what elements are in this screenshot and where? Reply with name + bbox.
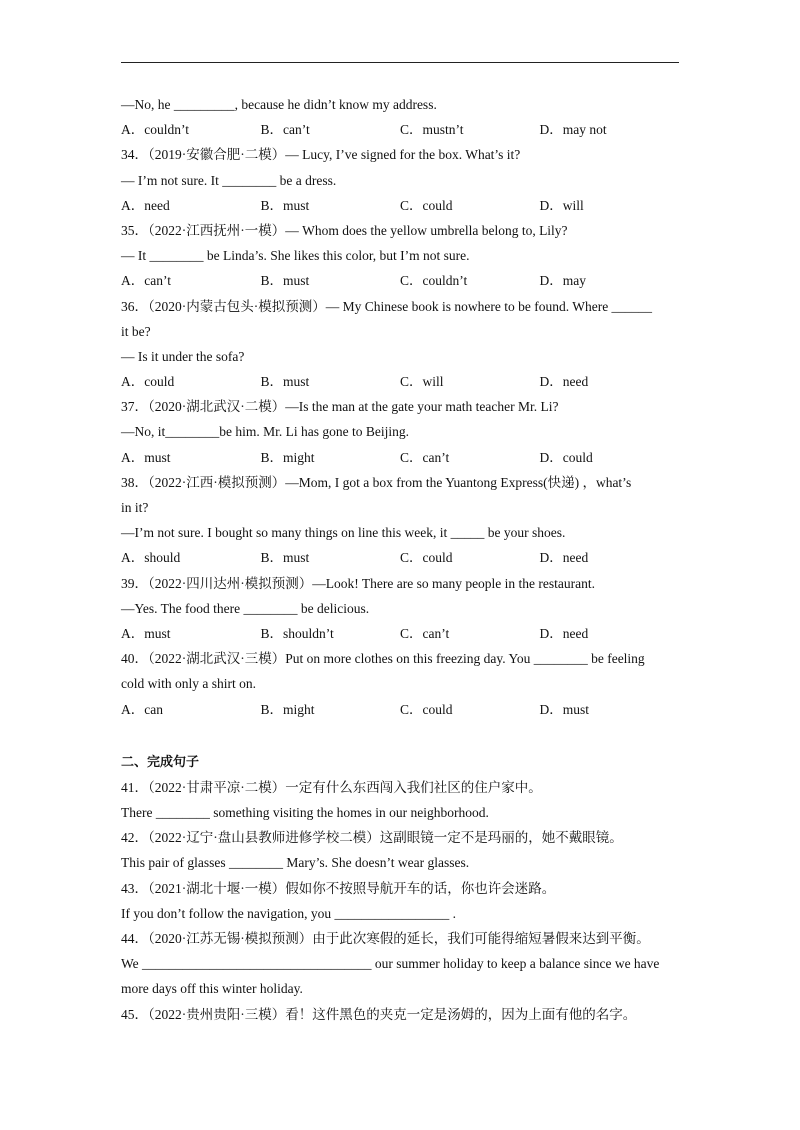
text-line: 37．（2020·湖北武汉·二模）—Is the man at the gate your math teacher Mr. Li?	[121, 399, 559, 415]
answer-options	[121, 621, 681, 646]
answer-option: D．need	[539, 550, 589, 566]
text-line: —No, he _________, because he didn’t know my address.	[121, 97, 437, 112]
answer-option: C．will	[400, 374, 444, 390]
answer-options	[121, 369, 681, 394]
answer-option: D．must	[539, 701, 590, 717]
answer-option: A．couldn’t	[121, 122, 189, 138]
answer-options	[121, 193, 681, 218]
answer-option: D．may not	[539, 122, 607, 138]
answer-option: B．might	[260, 449, 315, 465]
text-line: in it?	[121, 500, 149, 515]
text-line: We __________________________________ our summer holiday to keep a balance since we have	[121, 956, 660, 972]
answer-options	[121, 117, 681, 142]
text-line: 38．（2022·江西·模拟预测）—Mom, I got a box from the Yuantong Express(快递) ，what’s	[121, 474, 632, 490]
answer-option: B．shouldn’t	[260, 625, 334, 641]
text-line: 34．（2019·安徽合肥·二模）— Lucy, I’ve signed for the box. What’s it?	[121, 147, 521, 163]
answer-option: C．mustn’t	[400, 122, 464, 138]
answer-options	[121, 697, 681, 722]
answer-option: D．could	[539, 449, 593, 465]
answer-option: A．need	[121, 197, 170, 213]
text-line: it be?	[121, 323, 151, 339]
text-line: 35．（2022·江西抚州·一模）— Whom does the yellow umbrella belong to, Lily?	[121, 222, 568, 238]
text-line: This pair of glasses ________ Mary’s. She doesn’t wear glasses.	[121, 855, 470, 871]
answer-option: D．need	[539, 374, 589, 390]
text-line: —No, it________be him. Mr. Li has gone to Beijing.	[121, 424, 409, 440]
answer-option: D．will	[539, 197, 584, 213]
text-line: 40．（2022·湖北武汉·三模）Put on more clothes on this freezing day. You ________ be feeling	[121, 651, 645, 667]
text-line: — Is it under the sofa?	[121, 348, 245, 364]
text-line: cold with only a shirt on.	[121, 676, 256, 692]
header-rule	[121, 62, 679, 63]
answer-options	[121, 445, 681, 470]
text-line: 42．（2022·辽宁·盘山县教师进修学校二模）这副眼镜一定不是玛丽的，她不戴眼镜。	[121, 830, 623, 846]
answer-option: A．can	[121, 701, 163, 717]
text-line: If you don’t follow the navigation, you _________________ .	[121, 905, 456, 921]
answer-option: B．must	[260, 550, 310, 566]
answer-options	[121, 268, 681, 293]
answer-option: D．may	[539, 273, 586, 289]
text-line: 43．（2021·湖北十堰·一模）假如你不按照导航开车的话，你也许会迷路。	[121, 880, 556, 896]
answer-option: B．must	[260, 374, 310, 390]
text-line: 39．（2022·四川达州·模拟预测）—Look! There are so many people in the restaurant.	[121, 575, 596, 591]
section-heading: 二、完成句子	[121, 754, 200, 770]
answer-option: A．can’t	[121, 273, 171, 289]
answer-option: B．must	[260, 197, 310, 213]
text-line: more days off this winter holiday.	[121, 981, 303, 997]
answer-option: A．must	[121, 625, 171, 641]
text-line: 44．（2020·江苏无锡·模拟预测）由于此次寒假的延长，我们可能得缩短暑假来达到平衡。	[121, 931, 650, 946]
text-line: — I’m not sure. It ________ be a dress.	[121, 172, 337, 188]
answer-option: C．could	[400, 701, 453, 717]
text-line: —Yes. The food there ________ be delicious.	[121, 600, 370, 616]
text-line: 36．（2020·内蒙古包头·模拟预测）— My Chinese book is nowhere to be found. Where ______	[121, 298, 653, 314]
answer-option: A．must	[121, 449, 171, 465]
answer-options	[121, 545, 681, 570]
worksheet-content	[121, 92, 681, 1027]
answer-option: D．need	[539, 625, 589, 641]
answer-option: C．can’t	[400, 625, 450, 641]
answer-option: C．couldn’t	[400, 273, 468, 289]
answer-option: C．can’t	[400, 449, 450, 465]
text-line: There ________ something visiting the homes in our neighborhood.	[121, 805, 489, 821]
answer-option: B．can’t	[260, 122, 310, 138]
answer-option: C．could	[400, 550, 453, 566]
text-line: 45．（2022·贵州贵阳·三模）看！这件黑色的夹克一定是汤姆的，因为上面有他的名字。	[121, 1006, 637, 1022]
text-line: —I’m not sure. I bought so many things on line this week, it _____ be your shoes.	[121, 525, 566, 541]
answer-option: C．could	[400, 197, 453, 213]
answer-option: A．could	[121, 374, 175, 390]
text-line: — It ________ be Linda’s. She likes this color, but I’m not sure.	[121, 248, 470, 264]
section-gap	[121, 722, 681, 750]
text-line: 41．（2022·甘肃平凉·二模）一定有什么东西闯入我们社区的住户家中。	[121, 779, 542, 795]
answer-option: B．must	[260, 273, 310, 289]
answer-option: A．should	[121, 550, 181, 566]
answer-option: B．might	[260, 701, 315, 717]
